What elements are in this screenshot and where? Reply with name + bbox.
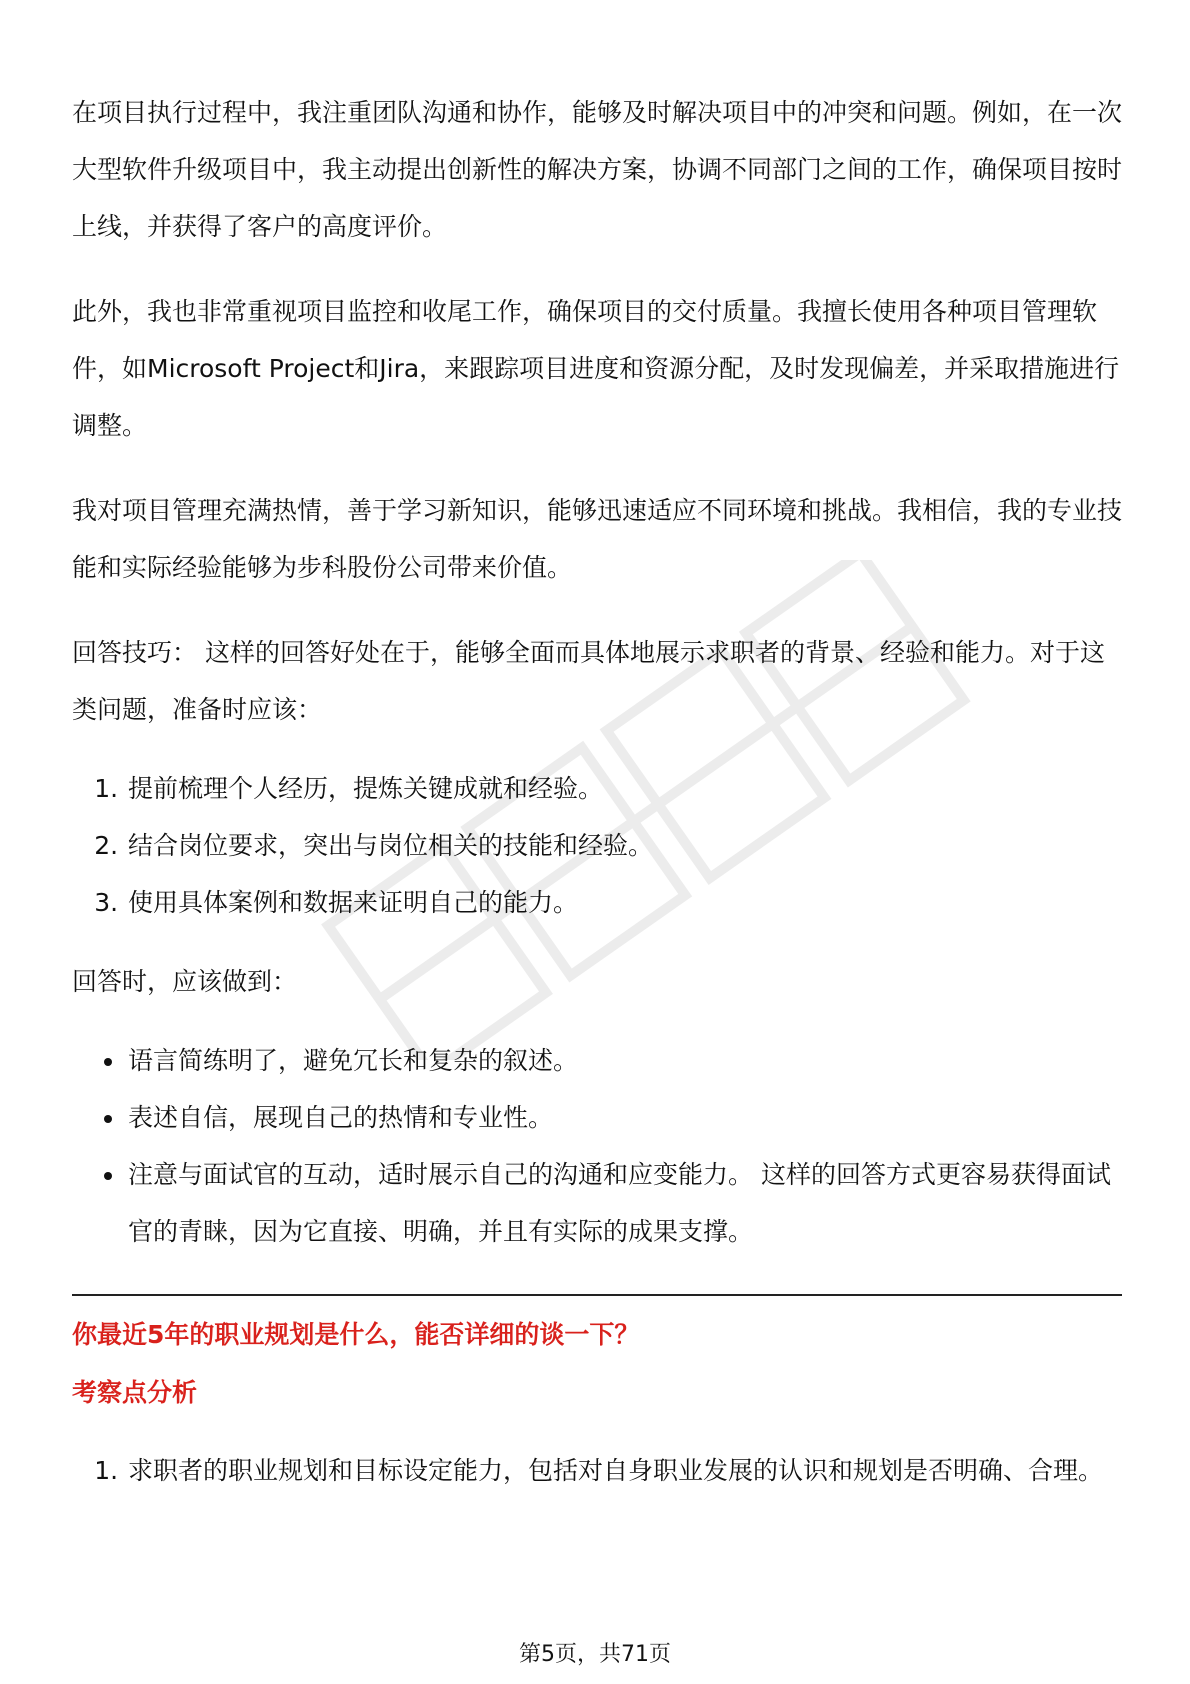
paragraph-project-execution: 在项目执行过程中，我注重团队沟通和协作，能够及时解决项目中的冲突和问题。例如，在一次大型软件升级项目中，我主动提出创新性的解决方案，协调不同部门之间的工作，确保项目按时上线，并获得了客户的高度评价。 xyxy=(72,98,1123,241)
answer-list xyxy=(72,1032,1122,1260)
paragraph-project-monitoring: 此外，我也非常重视项目监控和收尾工作，确保项目的交付质量。我擅长使用各种项目管理软件，如Microsoft Project和Jira，来跟踪项目进度和资源分配，及时发现偏差，并采取措施进行调整。 xyxy=(72,297,1120,440)
prep-list xyxy=(72,760,1122,931)
question-title: 你最近5年的职业规划是什么，能否详细的谈一下？ xyxy=(72,1320,640,1349)
document-body xyxy=(72,84,1122,1521)
paragraph-passion: 我对项目管理充满热情，善于学习新知识，能够迅速适应不同环境和挑战。我相信，我的专业技能和实际经验能够为步科股份公司带来价值。 xyxy=(72,496,1123,582)
list-item: 1. 提前梳理个人经历，提炼关键成就和经验。 xyxy=(126,760,1122,817)
list-item: 3. 使用具体案例和数据来证明自己的能力。 xyxy=(126,874,1122,931)
list-item: 1. 求职者的职业规划和目标设定能力，包括对自身职业发展的认识和规划是否明确、合理。 xyxy=(126,1442,1122,1499)
paragraph-answer-tips: 回答技巧： 这样的回答好处在于，能够全面而具体地展示求职者的背景、经验和能力。对于这类问题，准备时应该： xyxy=(72,638,1105,724)
page-footer: 第5页，共71页 xyxy=(519,1642,671,1667)
list-item: 2. 结合岗位要求，突出与岗位相关的技能和经验。 xyxy=(126,817,1122,874)
analysis-subtitle: 考察点分析 xyxy=(72,1378,198,1407)
section-divider xyxy=(72,1294,1122,1296)
answer-intro: 回答时，应该做到： xyxy=(72,967,298,996)
list-item: • 表述自信，展现自己的热情和专业性。 xyxy=(126,1089,1122,1146)
analysis-points-list xyxy=(72,1442,1122,1499)
list-item: • 注意与面试官的互动，适时展示自己的沟通和应变能力。 这样的回答方式更容易获得面试官的青睐，因为它直接、明确，并且有实际的成果支撑。 xyxy=(126,1146,1122,1260)
list-item: • 语言简练明了，避免冗长和复杂的叙述。 xyxy=(126,1032,1122,1089)
